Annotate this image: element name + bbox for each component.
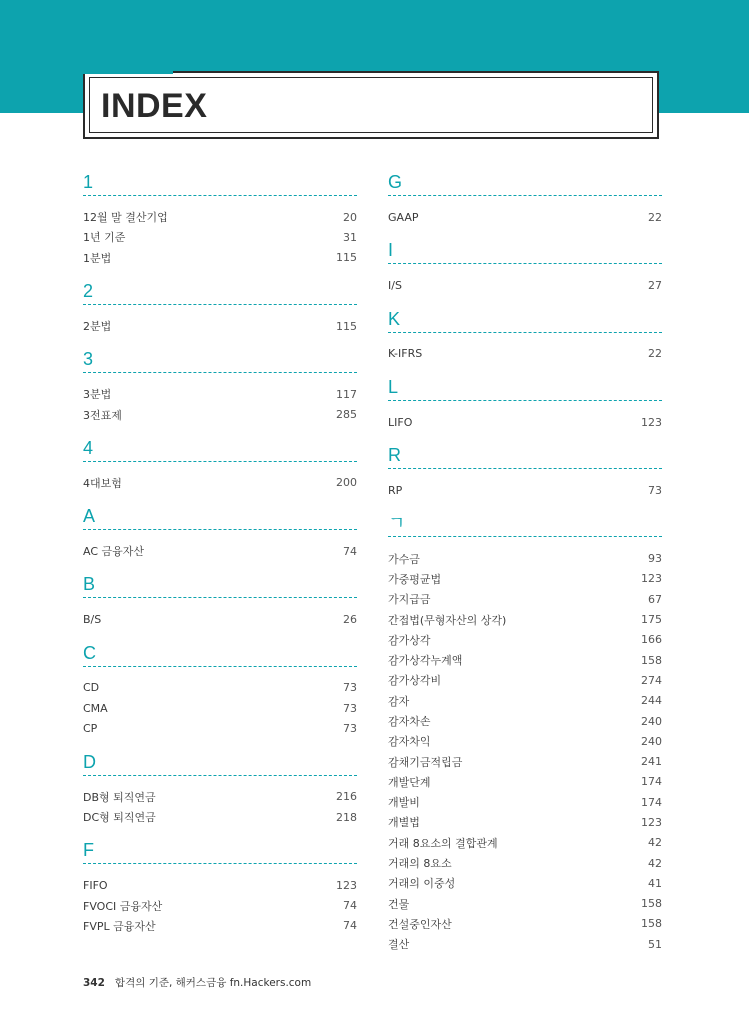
- entry-term: 감가상각: [388, 633, 431, 647]
- section-letter: G: [388, 172, 403, 192]
- entry-page: 274: [641, 673, 662, 687]
- entry-page: 41: [648, 876, 662, 890]
- section-letter: F: [83, 840, 94, 861]
- index-entry: [388, 609, 662, 629]
- entry-term: FVOCI 금융자산: [83, 899, 163, 913]
- index-section: [83, 573, 357, 629]
- section-letter: I: [388, 240, 394, 261]
- section-letter: 2: [83, 280, 94, 301]
- entry-term: 3분법: [83, 388, 112, 402]
- entry-page: 22: [648, 347, 662, 361]
- index-entry: [83, 227, 357, 247]
- index-entry: [388, 792, 662, 812]
- section-divider: [388, 536, 662, 537]
- index-section: [83, 280, 357, 336]
- section-divider: [83, 863, 357, 864]
- section-letter: 1: [83, 172, 94, 192]
- index-entry: [83, 895, 357, 915]
- entry-page: 42: [648, 836, 662, 850]
- title-accent-bar: [83, 71, 173, 74]
- entry-page: 285: [336, 408, 357, 422]
- index-entry: [83, 787, 357, 807]
- entry-page: 73: [343, 701, 357, 715]
- index-entry: [83, 541, 357, 561]
- entry-page: 51: [648, 937, 662, 951]
- index-entry: [388, 934, 662, 954]
- section-divider: [388, 195, 662, 196]
- section-letter: 4: [83, 437, 94, 458]
- entry-page: 216: [336, 790, 357, 804]
- index-section: [388, 444, 662, 500]
- section-divider: [83, 372, 357, 373]
- entry-term: CMA: [83, 701, 108, 715]
- entry-term: B/S: [83, 613, 102, 627]
- index-entry: [388, 207, 662, 227]
- entry-term: 건설중인자산: [388, 917, 452, 931]
- entry-term: 거래 8요소의 결합관계: [388, 836, 498, 850]
- index-entry: [388, 344, 662, 364]
- footer: [83, 975, 311, 990]
- entry-page: 74: [343, 544, 357, 558]
- index-entry: [83, 473, 357, 493]
- section-divider: [83, 597, 357, 598]
- index-entry: [83, 718, 357, 738]
- section-letter: B: [83, 574, 96, 595]
- index-entry: [83, 609, 357, 629]
- entry-term: 감채기금적립금: [388, 755, 463, 769]
- entry-page: 67: [648, 592, 662, 606]
- section-letter: 3: [83, 349, 94, 370]
- section-letter: D: [83, 751, 96, 772]
- entry-term: FIFO: [83, 878, 108, 892]
- entry-term: DB형 퇴직연금: [83, 790, 156, 804]
- index-entry: [388, 630, 662, 650]
- entry-page: 240: [641, 714, 662, 728]
- entry-page: 117: [336, 387, 357, 401]
- entry-term: 가중평균법: [388, 572, 442, 586]
- entry-term: DC형 퇴직연금: [83, 811, 156, 824]
- index-entry: [388, 894, 662, 914]
- entry-page: 115: [336, 319, 357, 333]
- entry-term: 개발비: [388, 796, 420, 810]
- index-entry: [388, 772, 662, 792]
- section-letter: K: [388, 308, 401, 329]
- entry-term: AC 금융자산: [83, 545, 145, 559]
- index-section: [83, 348, 357, 425]
- entry-page: 166: [641, 633, 662, 647]
- entry-page: 42: [648, 856, 662, 870]
- index-entry: [83, 807, 357, 827]
- entry-term: 2분법: [83, 320, 112, 334]
- entry-term: 개별법: [388, 816, 420, 830]
- index-entry: [388, 480, 662, 500]
- section-divider: [83, 775, 357, 776]
- title-box: [83, 71, 659, 139]
- index-entry: [83, 698, 357, 718]
- index-entry: [83, 316, 357, 336]
- entry-term: 가지급금: [388, 593, 431, 607]
- entry-page: 74: [343, 899, 357, 913]
- index-entry: [388, 569, 662, 589]
- section-divider: [83, 529, 357, 530]
- index-section: [83, 437, 357, 493]
- index-entry: [388, 833, 662, 853]
- section-divider: [83, 461, 357, 462]
- index-entry: [388, 812, 662, 832]
- entry-page: 73: [343, 681, 357, 695]
- entry-page: 93: [648, 552, 662, 566]
- entry-page: 158: [641, 917, 662, 931]
- footer-text: 합격의 기준, 해커스금융 fn.Hackers.com: [114, 977, 312, 989]
- index-entry: [388, 711, 662, 731]
- entry-page: 20: [343, 210, 357, 224]
- index-entry: [83, 384, 357, 404]
- entry-term: RP: [388, 483, 403, 497]
- entry-term: FVPL 금융자산: [83, 919, 156, 933]
- entry-page: 115: [336, 251, 357, 265]
- entry-term: 1년 기준: [83, 231, 126, 245]
- entry-term: GAAP: [388, 210, 419, 224]
- entry-term: CD: [83, 681, 100, 695]
- section-letter: C: [83, 642, 96, 663]
- index-section: [388, 512, 662, 954]
- index-entry: [388, 548, 662, 568]
- entry-term: 거래의 이중성: [388, 877, 456, 891]
- index-column-left: [83, 171, 357, 948]
- index-section: [388, 171, 662, 227]
- entry-term: LIFO: [388, 415, 413, 429]
- index-section: [83, 839, 357, 936]
- entry-page: 73: [343, 721, 357, 735]
- index-entry: [83, 248, 357, 268]
- index-entry: [388, 650, 662, 670]
- index-entry: [83, 875, 357, 895]
- index-section: [388, 239, 662, 295]
- entry-term: 감자차익: [388, 735, 431, 749]
- index-entry: [83, 404, 357, 424]
- entry-page: 218: [336, 810, 357, 824]
- entry-page: 22: [648, 210, 662, 224]
- index-entry: [83, 207, 357, 227]
- index-entry: [83, 678, 357, 698]
- entry-page: 123: [641, 572, 662, 586]
- entry-term: 3전표제: [83, 408, 122, 422]
- index-section: [83, 751, 357, 828]
- entry-page: 244: [641, 694, 662, 708]
- index-entry: [388, 914, 662, 934]
- index-entry: [388, 670, 662, 690]
- index-entry: [388, 691, 662, 711]
- entry-page: 200: [336, 476, 357, 490]
- section-letter: A: [83, 506, 96, 527]
- entry-page: 73: [648, 483, 662, 497]
- section-divider: [388, 400, 662, 401]
- entry-page: 123: [641, 815, 662, 829]
- section-letter: R: [388, 445, 401, 466]
- index-section: [83, 642, 357, 739]
- entry-page: 123: [336, 878, 357, 892]
- entry-term: 가수금: [388, 552, 420, 566]
- section-letter: ㄱ: [388, 513, 406, 534]
- entry-term: 12월 말 결산기업: [83, 211, 168, 225]
- index-section: [83, 171, 357, 268]
- entry-term: 감자차손: [388, 715, 431, 728]
- index-entry: [388, 751, 662, 771]
- entry-page: 158: [641, 653, 662, 667]
- section-divider: [388, 263, 662, 264]
- entry-page: 158: [641, 897, 662, 911]
- entry-term: 건물: [388, 897, 410, 911]
- section-divider: [388, 332, 662, 333]
- index-entry: [83, 916, 357, 936]
- entry-page: 174: [641, 775, 662, 789]
- entry-page: 175: [641, 613, 662, 627]
- section-divider: [83, 195, 357, 196]
- entry-page: 174: [641, 795, 662, 809]
- entry-term: 간접법(무형자산의 상각): [388, 613, 507, 627]
- entry-term: 감가상각누계액: [388, 654, 463, 668]
- entry-page: 74: [343, 919, 357, 933]
- entry-page: 27: [648, 278, 662, 292]
- index-entry: [388, 589, 662, 609]
- entry-term: K-IFRS: [388, 347, 423, 361]
- index-section: [83, 505, 357, 561]
- entry-page: 26: [343, 613, 357, 627]
- entry-page: 31: [343, 230, 357, 244]
- index-entry: [388, 873, 662, 893]
- index-section: [388, 376, 662, 432]
- index-section: [388, 308, 662, 364]
- index-entry: [388, 412, 662, 432]
- index-entry: [388, 853, 662, 873]
- entry-term: 결산: [388, 938, 410, 952]
- entry-term: 개발단계: [388, 775, 431, 789]
- section-letter: L: [388, 376, 399, 397]
- entry-term: 거래의 8요소: [388, 857, 452, 871]
- page-title: INDEX: [101, 87, 208, 125]
- entry-term: 1분법: [83, 251, 112, 265]
- section-divider: [388, 468, 662, 469]
- index-entry: [388, 275, 662, 295]
- section-divider: [83, 304, 357, 305]
- index-column-right: [388, 171, 662, 966]
- index-entry: [388, 731, 662, 751]
- entry-term: 감자: [388, 694, 410, 708]
- page-number: 342: [83, 977, 105, 989]
- entry-page: 240: [641, 734, 662, 748]
- entry-term: 감가상각비: [388, 674, 442, 688]
- entry-page: 241: [641, 755, 662, 769]
- section-divider: [83, 666, 357, 667]
- entry-term: CP: [83, 721, 98, 735]
- entry-page: 123: [641, 415, 662, 429]
- entry-term: I/S: [388, 278, 402, 292]
- entry-term: 4대보험: [83, 476, 122, 490]
